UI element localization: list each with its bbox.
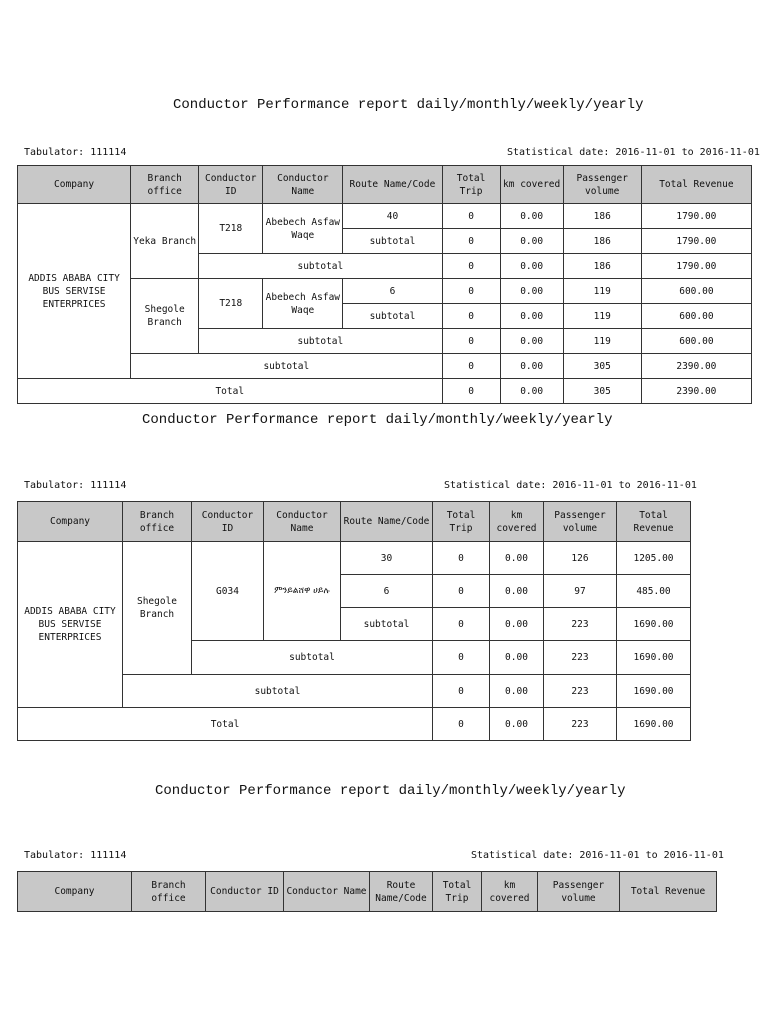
km-cell: 0.00 — [490, 708, 544, 741]
conductor-id-cell: G034 — [192, 542, 264, 641]
km-cell: 0.00 — [500, 254, 563, 279]
conductor-name-cell: ምንይልሸዋ ሀይሉ — [264, 542, 341, 641]
trip-cell: 0 — [433, 575, 490, 608]
header-conductor-name: Conductor Name — [264, 502, 341, 542]
trip-cell: 0 — [433, 542, 490, 575]
branch-cell: Shegole Branch — [131, 279, 199, 354]
route-cell: 40 — [343, 204, 442, 229]
company-cell: ADDIS ABABA CITY BUS SERVISE ENTERPRICES — [18, 542, 123, 708]
total-label: Total — [18, 379, 443, 404]
revenue-cell: 600.00 — [641, 304, 751, 329]
header-company: Company — [18, 166, 131, 204]
revenue-cell: 1790.00 — [641, 204, 751, 229]
passenger-cell: 186 — [563, 229, 641, 254]
route-cell: subtotal — [343, 304, 442, 329]
revenue-cell: 1690.00 — [617, 675, 691, 708]
header-company: Company — [18, 502, 123, 542]
header-km-covered: km covered — [500, 166, 563, 204]
subtotal-label: subtotal — [199, 329, 442, 354]
trip-cell: 0 — [442, 354, 500, 379]
trip-cell: 0 — [442, 204, 500, 229]
km-cell: 0.00 — [490, 542, 544, 575]
header-conductor-id: Conductor ID — [199, 166, 263, 204]
revenue-cell: 1205.00 — [617, 542, 691, 575]
km-cell: 0.00 — [490, 608, 544, 641]
passenger-cell: 186 — [563, 204, 641, 229]
total-row — [18, 708, 691, 741]
trip-cell: 0 — [442, 304, 500, 329]
revenue-cell: 1790.00 — [641, 254, 751, 279]
header-total-trip: Total Trip — [433, 872, 482, 912]
conductor-id-cell: T218 — [199, 279, 263, 329]
report-2-statistical-date: Statistical date: 2016-11-01 to 2016-11-01 — [444, 480, 697, 491]
report-3-tabulator: Tabulator: 111114 — [24, 850, 127, 861]
subtotal-label: subtotal — [199, 254, 442, 279]
report-2-title: Conductor Performance report daily/monthly/weekly/yearly — [142, 412, 613, 428]
header-branch-office: Branch office — [123, 502, 192, 542]
header-row — [18, 166, 752, 204]
passenger-cell: 223 — [544, 641, 617, 675]
header-conductor-id: Conductor ID — [192, 502, 264, 542]
km-cell: 0.00 — [500, 379, 563, 404]
total-label: Total — [18, 708, 433, 741]
route-cell: subtotal — [343, 229, 442, 254]
branch-cell: Shegole Branch — [123, 542, 192, 675]
header-route: Route Name/Code — [341, 502, 433, 542]
report-3-title: Conductor Performance report daily/monthly/weekly/yearly — [155, 783, 626, 799]
passenger-cell: 223 — [544, 708, 617, 741]
km-cell: 0.00 — [500, 229, 563, 254]
revenue-cell: 600.00 — [641, 279, 751, 304]
report-2-table — [17, 501, 691, 741]
header-company: Company — [18, 872, 132, 912]
trip-cell: 0 — [433, 675, 490, 708]
table-row — [18, 204, 752, 229]
header-row — [18, 872, 717, 912]
passenger-cell: 119 — [563, 279, 641, 304]
km-cell: 0.00 — [490, 641, 544, 675]
header-row — [18, 502, 691, 542]
header-passenger-volume: Passenger volume — [563, 166, 641, 204]
revenue-cell: 1690.00 — [617, 708, 691, 741]
report-1-table — [17, 165, 752, 404]
conductor-id-cell: T218 — [199, 204, 263, 254]
header-passenger-volume: Passenger volume — [544, 502, 617, 542]
km-cell: 0.00 — [500, 304, 563, 329]
passenger-cell: 305 — [563, 354, 641, 379]
trip-cell: 0 — [442, 279, 500, 304]
header-total-trip: Total Trip — [433, 502, 490, 542]
route-cell: 30 — [341, 542, 433, 575]
revenue-cell: 1790.00 — [641, 229, 751, 254]
passenger-cell: 186 — [563, 254, 641, 279]
km-cell: 0.00 — [490, 675, 544, 708]
header-km-covered: km covered — [482, 872, 538, 912]
trip-cell: 0 — [442, 329, 500, 354]
report-3-statistical-date: Statistical date: 2016-11-01 to 2016-11-01 — [471, 850, 724, 861]
total-row — [18, 379, 752, 404]
conductor-name-cell: Abebech Asfaw Waqe — [263, 204, 343, 254]
header-total-revenue: Total Revenue — [641, 166, 751, 204]
trip-cell: 0 — [433, 641, 490, 675]
header-conductor-id: Conductor ID — [206, 872, 284, 912]
report-1-tabulator: Tabulator: 111114 — [24, 147, 127, 158]
report-1-statistical-date: Statistical date: 2016-11-01 to 2016-11-01 — [507, 147, 760, 158]
header-total-revenue: Total Revenue — [617, 502, 691, 542]
passenger-cell: 223 — [544, 675, 617, 708]
passenger-cell: 119 — [563, 304, 641, 329]
report-3-table — [17, 871, 717, 912]
trip-cell: 0 — [442, 254, 500, 279]
route-cell: 6 — [341, 575, 433, 608]
passenger-cell: 119 — [563, 329, 641, 354]
km-cell: 0.00 — [490, 575, 544, 608]
revenue-cell: 1690.00 — [617, 641, 691, 675]
trip-cell: 0 — [442, 379, 500, 404]
revenue-cell: 1690.00 — [617, 608, 691, 641]
revenue-cell: 600.00 — [641, 329, 751, 354]
table-row — [18, 542, 691, 575]
trip-cell: 0 — [442, 229, 500, 254]
conductor-name-cell: Abebech Asfaw Waqe — [263, 279, 343, 329]
header-total-revenue: Total Revenue — [620, 872, 717, 912]
passenger-cell: 97 — [544, 575, 617, 608]
subtotal-label: subtotal — [131, 354, 442, 379]
header-km-covered: km covered — [490, 502, 544, 542]
header-total-trip: Total Trip — [442, 166, 500, 204]
km-cell: 0.00 — [500, 354, 563, 379]
revenue-cell: 485.00 — [617, 575, 691, 608]
km-cell: 0.00 — [500, 204, 563, 229]
passenger-cell: 305 — [563, 379, 641, 404]
header-passenger-volume: Passenger volume — [538, 872, 620, 912]
header-conductor-name: Conductor Name — [263, 166, 343, 204]
report-1-title: Conductor Performance report daily/monthly/weekly/yearly — [173, 97, 644, 113]
header-route: Route Name/Code — [343, 166, 442, 204]
km-cell: 0.00 — [500, 329, 563, 354]
passenger-cell: 126 — [544, 542, 617, 575]
header-branch-office: Branch office — [131, 166, 199, 204]
revenue-cell: 2390.00 — [641, 354, 751, 379]
header-route: Route Name/Code — [370, 872, 433, 912]
branch-cell: Yeka Branch — [131, 204, 199, 279]
subtotal-label: subtotal — [192, 641, 433, 675]
trip-cell: 0 — [433, 708, 490, 741]
subtotal-label: subtotal — [123, 675, 433, 708]
trip-cell: 0 — [433, 608, 490, 641]
revenue-cell: 2390.00 — [641, 379, 751, 404]
report-2-tabulator: Tabulator: 111114 — [24, 480, 127, 491]
passenger-cell: 223 — [544, 608, 617, 641]
header-conductor-name: Conductor Name — [284, 872, 370, 912]
km-cell: 0.00 — [500, 279, 563, 304]
company-cell: ADDIS ABABA CITY BUS SERVISE ENTERPRICES — [18, 204, 131, 379]
route-cell: subtotal — [341, 608, 433, 641]
header-branch-office: Branch office — [132, 872, 206, 912]
route-cell: 6 — [343, 279, 442, 304]
